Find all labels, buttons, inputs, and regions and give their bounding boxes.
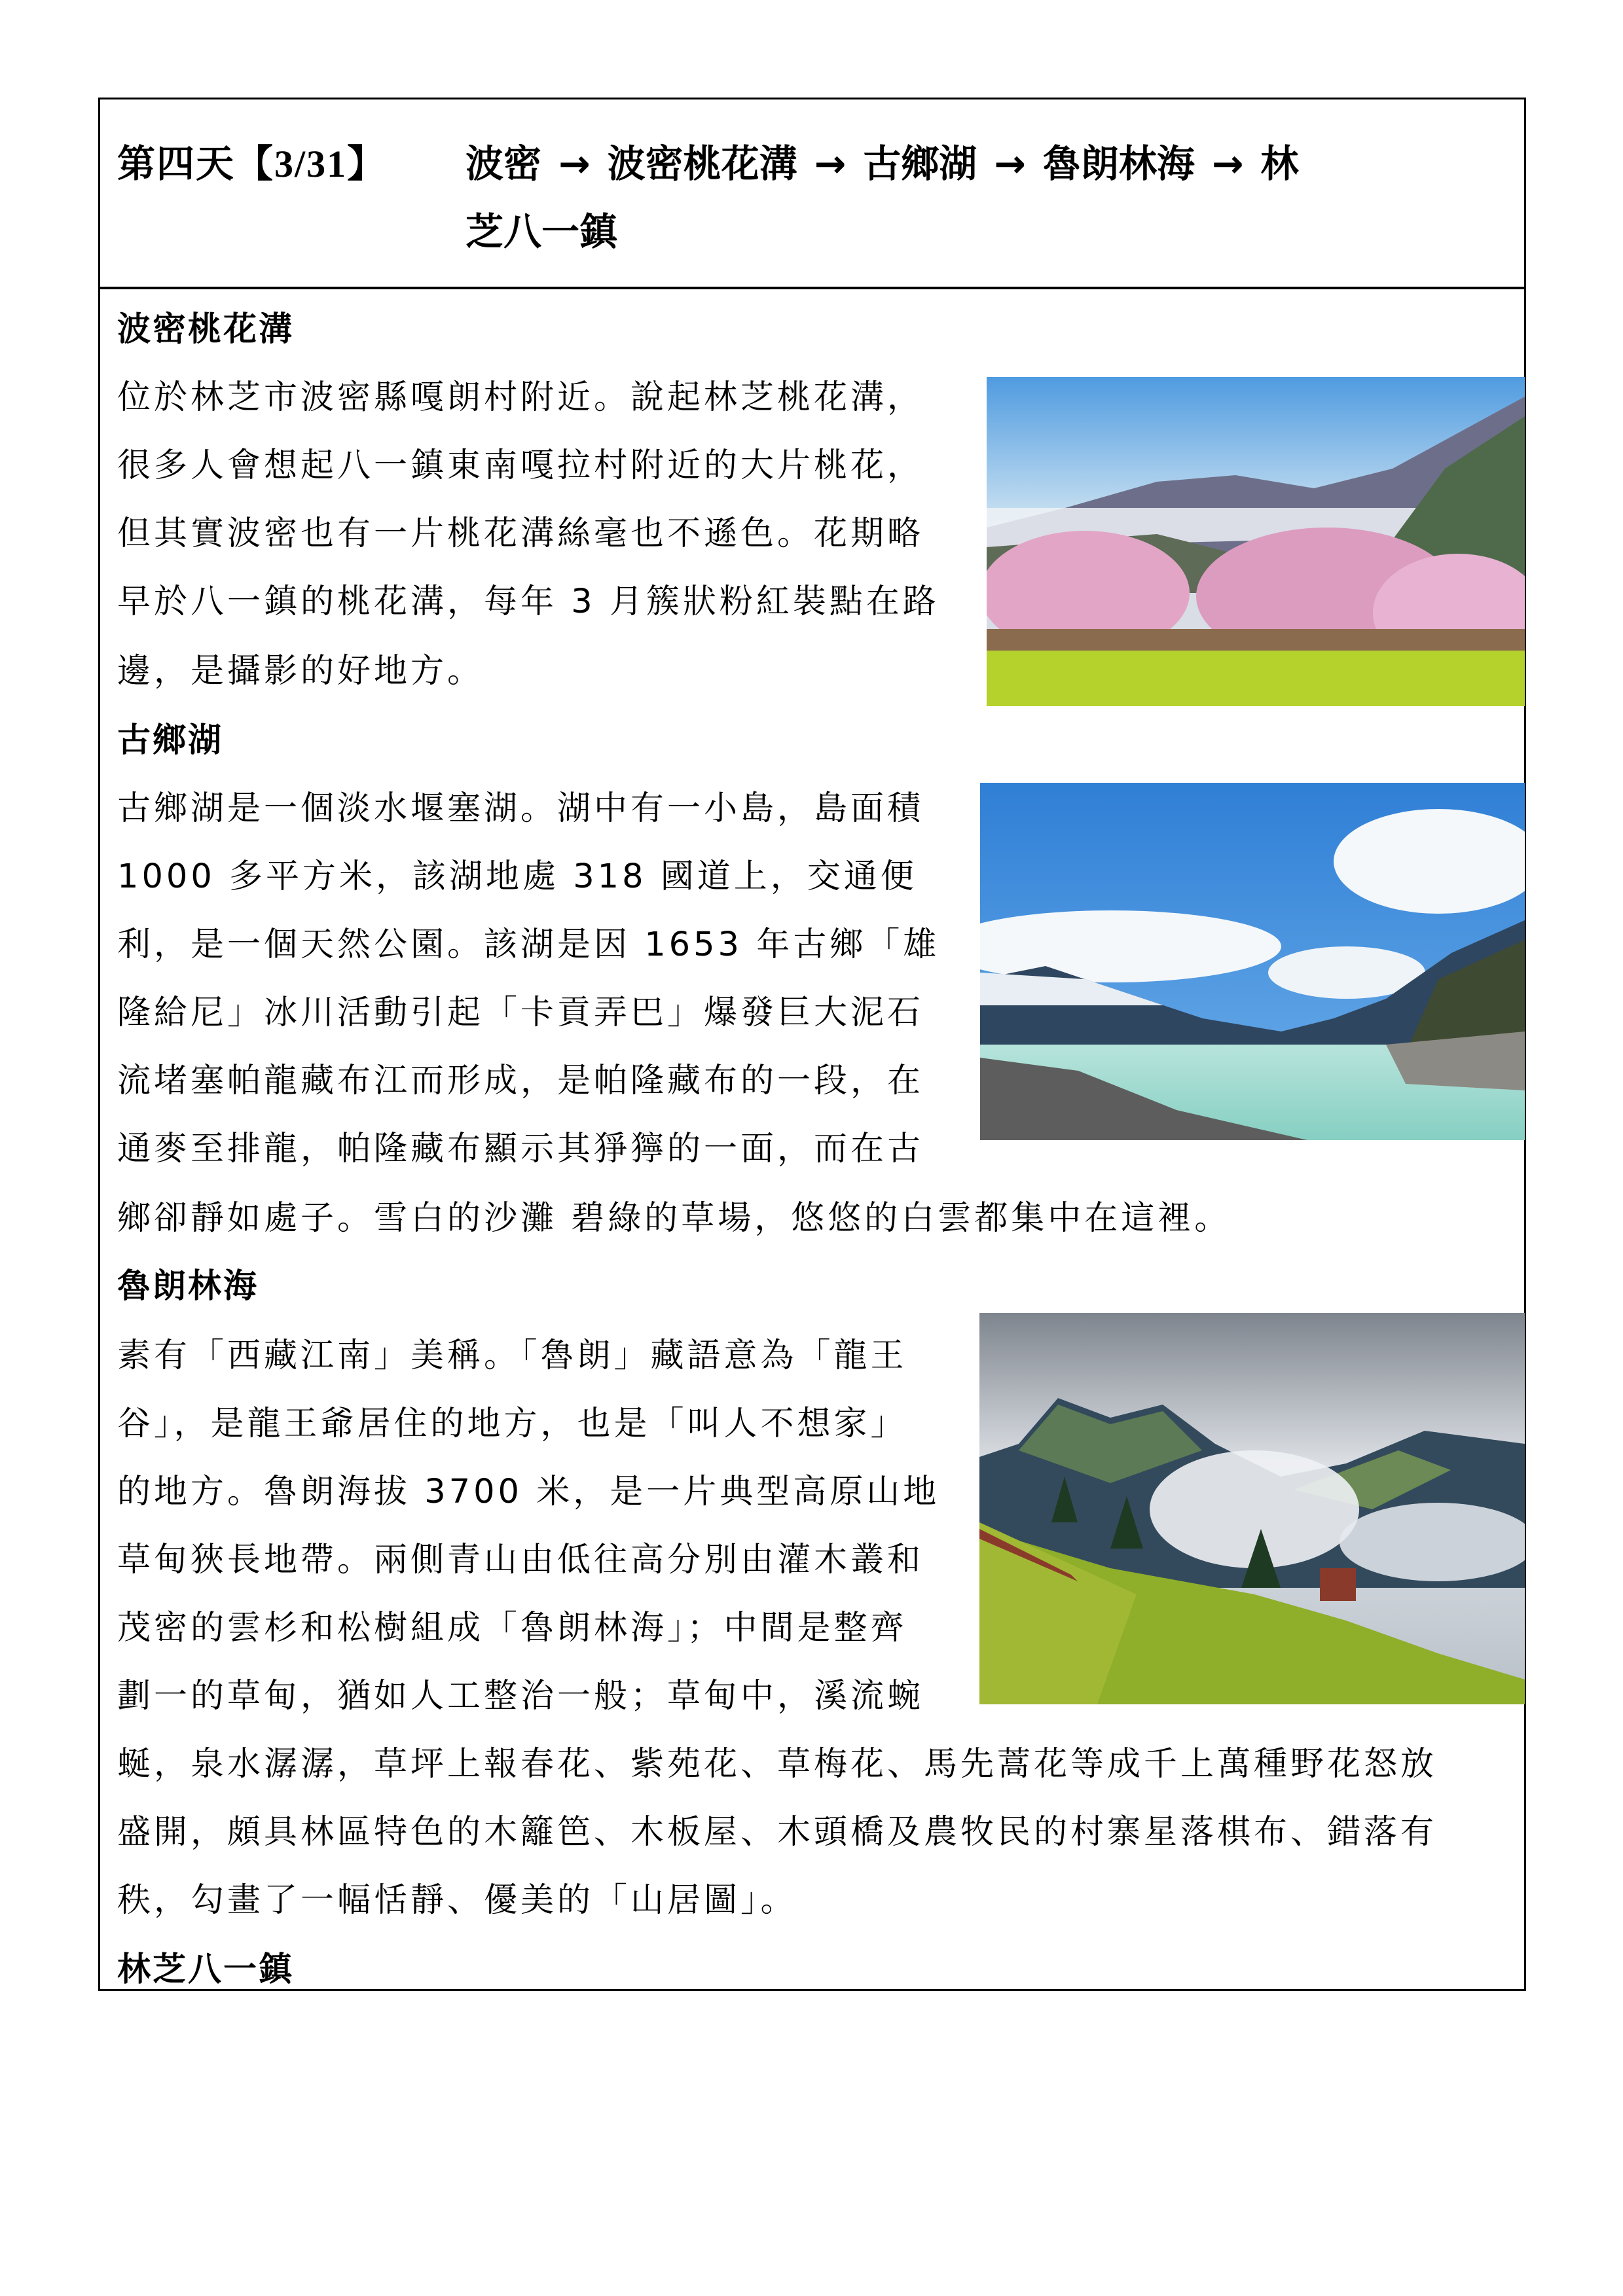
section-title: 波密桃花溝 [117,310,295,349]
landscape-image-icon [980,783,1525,1140]
body-line: 鄉卻靜如處子。雪白的沙灘 碧綠的草場，悠悠的白雲都集中在這裡。 [117,1199,1231,1238]
route-line-2: 芝八一鎮 [465,209,618,254]
route-line-1 [465,130,1487,198]
body-line: 很多人會想起八一鎮東南嘎拉村附近的大片桃花， [117,446,924,485]
section-title: 古鄉湖 [117,721,224,760]
body-line: 谷」，是龍王爺居住的地方，也是「叫人不想家」 [117,1405,907,1443]
route [465,130,1487,266]
body-line: 古鄉湖是一個淡水堰塞湖。湖中有一小島，島面積 [117,789,924,828]
body-line: 但其實波密也有一片桃花溝絲毫也不遜色。花期略 [117,514,924,553]
arrow-right-icon: → [814,141,847,186]
lulang-forest-photo [979,1313,1525,1704]
body-line: 盛開，頗具林區特色的木籬笆、木板屋、木頭橋及農牧民的村寨星落棋布、錯落有 [117,1813,1438,1852]
section-title: 魯朗林海 [117,1267,259,1306]
route-stop: 波密 [465,141,542,186]
day-content [100,289,1524,1989]
arrow-right-icon: → [1211,141,1244,186]
body-line: 邊，是攝影的好地方。 [117,652,484,691]
route-stop: 古鄉湖 [863,141,977,186]
body-line: 秩，勾畫了一幅恬靜、優美的「山居圖」。 [117,1881,797,1920]
route-stop: 波密桃花溝 [607,141,797,186]
body-line: 位於林芝市波密縣嘎朗村附近。說起林芝桃花溝， [117,378,924,417]
day-label [117,130,386,198]
guxiang-lake-photo [980,783,1525,1140]
body-line: 流堵塞帕龍藏布江而形成，是帕隆藏布的一段，在 [117,1062,924,1100]
day-header-row [100,99,1524,289]
landscape-image-icon [979,1313,1525,1704]
day-date: 【3/31】 [235,143,387,185]
arrow-right-icon: → [994,141,1026,186]
body-line: 1000 多平方米，該湖地處 318 國道上，交通便 [117,857,917,896]
body-line: 利，是一個天然公園。該湖是因 1653 年古鄉「雄 [117,925,940,964]
body-line: 的地方。魯朗海拔 3700 米，是一片典型高原山地 [117,1473,940,1511]
body-line: 通麥至排龍，帕隆藏布顯示其猙獰的一面，而在古 [117,1130,924,1168]
arrow-right-icon: → [558,141,591,186]
landscape-image-icon [987,377,1525,706]
day-number: 第四天 [117,141,236,186]
peach-blossom-photo [987,377,1525,706]
body-line: 素有「西藏江南」美稱。「魯朗」藏語意為「龍王 [117,1336,907,1375]
body-line: 草甸狹長地帶。兩側青山由低往高分別由灌木叢和 [117,1541,924,1579]
body-line: 劃一的草甸，猶如人工整治一般；草甸中，溪流蜿 [117,1677,924,1715]
route-stop: 林 [1260,141,1299,186]
body-line: 早於八一鎮的桃花溝，每年 3 月簇狀粉紅裝點在路 [117,583,939,621]
route-stop: 魯朗林海 [1042,141,1195,186]
itinerary-table [98,98,1526,1991]
section-title: 林芝八一鎮 [117,1950,295,1989]
body-line: 茂密的雲杉和松樹組成「魯朗林海」；中間是整齊 [117,1609,907,1647]
body-line: 隆給尼」冰川活動引起「卡貢弄巴」爆發巨大泥石 [117,994,924,1032]
body-line: 蜒，泉水潺潺，草坪上報春花、紫苑花、草梅花、馬先蒿花等成千上萬種野花怒放 [117,1745,1438,1784]
